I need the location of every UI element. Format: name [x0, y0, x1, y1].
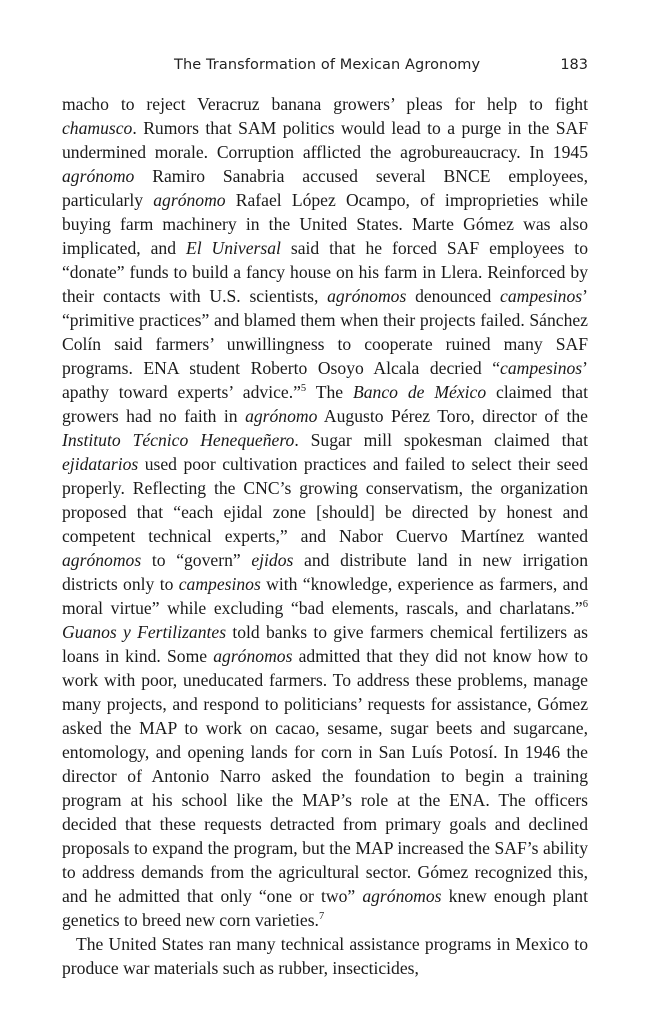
text-run: The United States ran many technical assistance programs in Mexico to produce war materials such as rubber, insecticides,: [62, 934, 588, 978]
italic-term: El Universal: [185, 238, 281, 258]
italic-term: ejidos: [251, 550, 294, 570]
italic-term: agrónomos: [213, 646, 293, 666]
italic-term: agrónomo: [62, 166, 135, 186]
paragraph: [62, 92, 588, 932]
text-run: Rafael López Ocampo, of improprieties while buying farm machinery in the United States. Marte Gómez was also implicated, and: [62, 190, 588, 258]
paragraph: [62, 932, 588, 980]
text-run: ’ apathy toward experts’ advice.”: [62, 358, 588, 402]
footnote-ref: 5: [300, 383, 307, 395]
running-head-title: The Transformation of Mexican Agronomy: [174, 57, 481, 73]
footnote-ref: 7: [318, 911, 325, 923]
running-head: [62, 57, 588, 81]
text-run: claimed that growers had no faith in: [62, 382, 589, 426]
italic-term: campesinos: [178, 574, 261, 594]
italic-term: campesinos: [500, 358, 583, 378]
text-run: Augusto Pérez Toro, director of the: [317, 406, 588, 426]
italic-term: agrónomo: [245, 406, 318, 426]
body-text: [62, 92, 588, 980]
text-run: knew enough plant genetics to breed new corn varieties.: [62, 886, 588, 930]
text-run: admitted that they did not know how to work with poor, uneducated farmers. To address these problems, manage many projects, and respond to politicians’ requests for assistance, Gómez asked the MAP to work on cacao, sesame, sugar beets and sugarcane, entomology, and opening lands for corn in San Luís Potosí. In 1946 the director of Antonio Narro asked the foundation to begin a training program at his school like the MAP’s role at the ENA. The officers decided that these requests detracted from primary goals and declined proposals to expand the program, but the MAP increased the SAF’s ability to address demands from the agricultural sector. Gómez recognized this, and he admitted that only “one or two”: [62, 646, 589, 906]
italic-term: campesinos: [500, 286, 583, 306]
text-run: and distribute land in new irrigation districts only to: [62, 550, 588, 594]
italic-term: agrónomo: [153, 190, 226, 210]
italic-term: agrónomos: [362, 886, 442, 906]
text-run: told banks to give farmers chemical fertilizers as loans in kind. Some: [62, 622, 588, 666]
text-run: denounced: [406, 286, 501, 306]
text-run: used poor cultivation practices and failed to select their seed properly. Reflecting the CNC’s growing conservatism, the organization proposed that “each ejidal zone [should] be directed by honest and competent technical experts,” and Nabor Cuervo Martínez wanted: [62, 454, 588, 546]
italic-term: Guanos y Fertilizantes: [62, 622, 227, 642]
italic-term: Banco de México: [353, 382, 487, 402]
text-run: ’ “primitive practices” and blamed them when their projects failed. Sánchez Colín said farmers’ unwillingness to cooperate ruined many SAF programs. ENA student Roberto Osoyo Alcala decried “: [62, 286, 588, 378]
italic-term: agrónomos: [62, 550, 142, 570]
text-run: said that he forced SAF employees to “donate” funds to build a fancy house on his farm in Llera. Reinforced by their contacts with U.S. scientists,: [62, 238, 588, 306]
footnote-ref: 6: [582, 599, 588, 611]
text-run: . Sugar mill spokesman claimed that: [294, 430, 588, 450]
page-number: 183: [560, 57, 588, 73]
italic-term: Instituto Técnico Henequeñero: [62, 430, 295, 450]
text-run: to “govern”: [141, 550, 252, 570]
italic-term: agrónomos: [327, 286, 407, 306]
text-run: . Rumors that SAM politics would lead to a purge in the SAF undermined morale. Corruption afflicted the agrobureaucracy. In 1945: [62, 118, 588, 162]
italic-term: chamusco: [62, 118, 133, 138]
text-run: Ramiro Sanabria accused several BNCE employees, particularly: [62, 166, 588, 210]
italic-term: ejidatarios: [62, 454, 139, 474]
text-run: macho to reject Veracruz banana growers’ pleas for help to fight: [62, 94, 588, 114]
text-run: with “knowledge, experience as farmers, and moral virtue” while excluding “bad elements, rascals, and charlatans.”: [62, 574, 588, 618]
text-run: The: [306, 382, 354, 402]
